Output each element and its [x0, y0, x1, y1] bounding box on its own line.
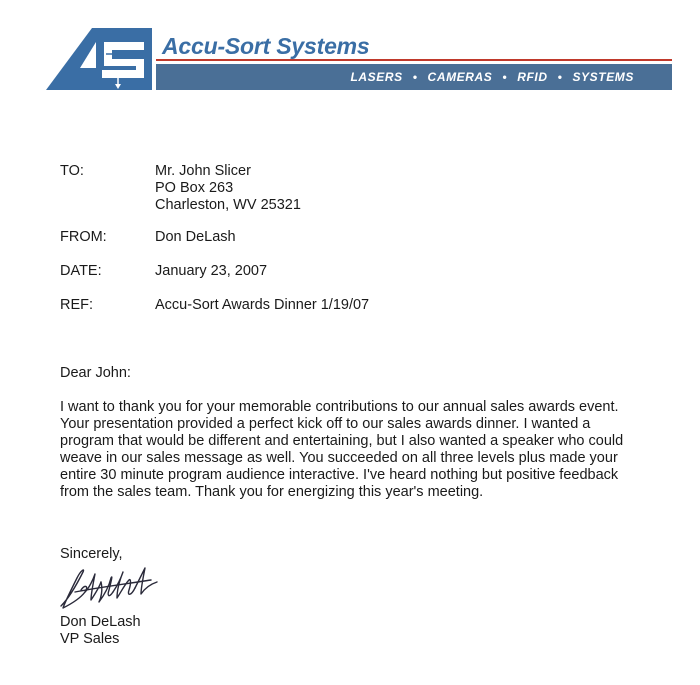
- tagline-bar: [156, 64, 672, 90]
- body-line: weave in our sales message as well. You succeeded on all three levels plus made your: [60, 450, 618, 466]
- from-label: FROM:: [60, 229, 107, 245]
- signer-name: Don DeLash: [60, 614, 141, 630]
- tagline-separator: •: [557, 70, 563, 84]
- address-line: Mr. John Slicer: [155, 163, 251, 179]
- salutation: Dear John:: [60, 365, 131, 381]
- body-line: entire 30 minute program audience interactive. I've heard nothing but positive feedback: [60, 467, 619, 483]
- tagline-separator: •: [412, 70, 418, 84]
- to-address: [155, 163, 301, 214]
- body-line: from the sales team. Thank you for energizing this year's meeting.: [60, 484, 484, 500]
- signer-title: VP Sales: [60, 631, 120, 647]
- address-line: PO Box 263: [155, 180, 234, 196]
- ref-label: REF:: [60, 297, 94, 313]
- from-value: Don DeLash: [155, 229, 236, 245]
- company-name: Accu-Sort Systems: [162, 33, 370, 59]
- accu-sort-logo: [46, 28, 152, 90]
- tagline-item: CAMERAS: [427, 70, 493, 84]
- red-rule: [156, 59, 672, 61]
- body-line: program that would be different and entertaining, but I also wanted a speaker who could: [60, 433, 624, 449]
- to-label: TO:: [60, 163, 84, 179]
- signer-block: [60, 614, 141, 648]
- tagline-item: RFID: [517, 70, 548, 84]
- tagline-item: LASERS: [350, 70, 403, 84]
- ref-value: Accu-Sort Awards Dinner 1/19/07: [155, 297, 370, 313]
- letterhead: [0, 0, 700, 100]
- body-line: Your presentation provided a perfect kick off to our sales awards dinner. I wanted a: [60, 416, 591, 432]
- body-line: I want to thank you for your memorable contributions to our annual sales awards event.: [60, 399, 619, 415]
- closing: Sincerely,: [60, 546, 123, 562]
- body-paragraph: [60, 399, 700, 501]
- date-value: January 23, 2007: [155, 263, 268, 279]
- date-label: DATE:: [60, 263, 102, 279]
- address-line: Charleston, WV 25321: [155, 197, 301, 213]
- tagline-separator: •: [502, 70, 508, 84]
- tagline-item: SYSTEMS: [572, 70, 634, 84]
- handwritten-signature: [55, 562, 165, 614]
